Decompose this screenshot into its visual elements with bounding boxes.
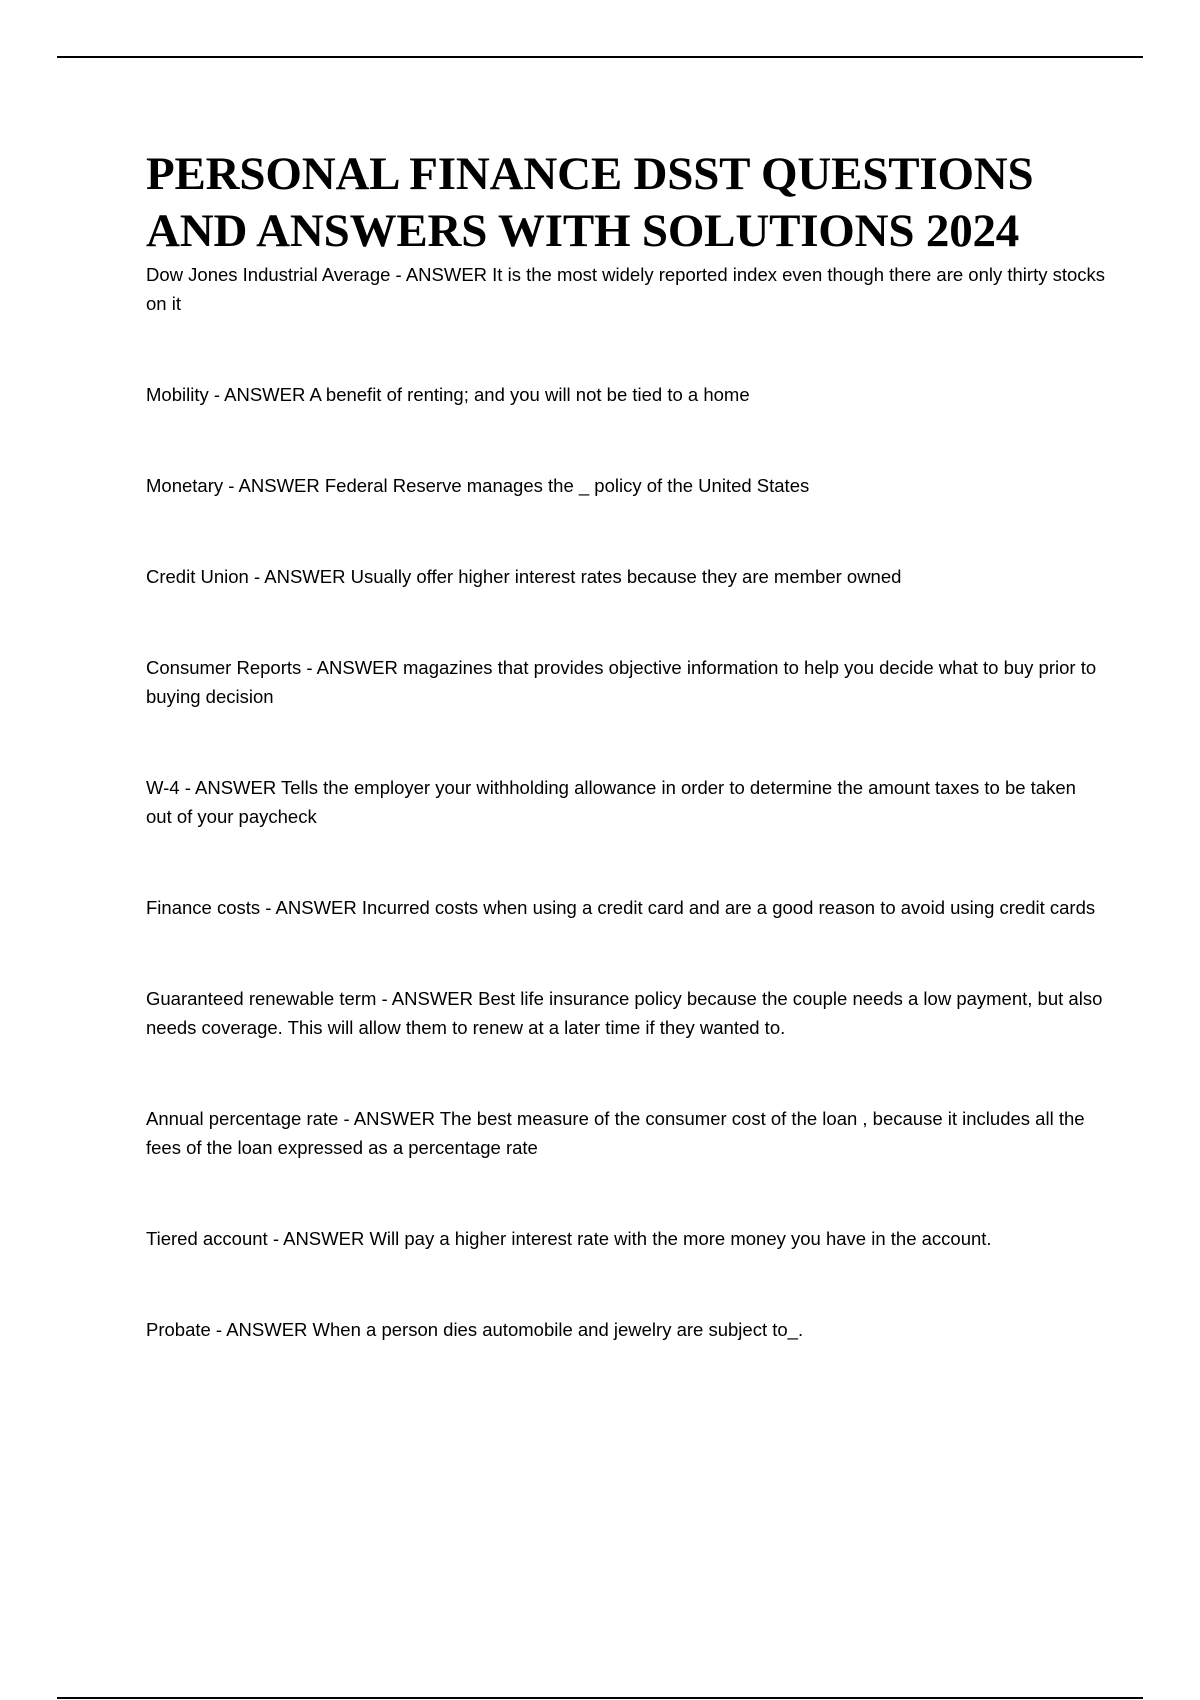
document-title: PERSONAL FINANCE DSST QUESTIONS AND ANSWERS WITH SOLUTIONS 2024 xyxy=(146,148,1034,257)
qa-item: Credit Union - ANSWER Usually offer higher interest rates because they are member owned xyxy=(146,566,902,587)
qa-item: Guaranteed renewable term - ANSWER Best life insurance policy because the couple needs a low payment, but also needs coverage. This will allow them to renew at a later time if they wanted to. xyxy=(146,988,1103,1038)
qa-item: W-4 - ANSWER Tells the employer your withholding allowance in order to determine the amount taxes to be taken out of your paycheck xyxy=(146,777,1076,827)
qa-item: Dow Jones Industrial Average - ANSWER It is the most widely reported index even though there are only thirty stocks on it xyxy=(146,264,1106,314)
bottom-rule xyxy=(57,1697,1143,1699)
qa-item: Monetary - ANSWER Federal Reserve manages the _ policy of the United States xyxy=(146,475,810,496)
qa-list xyxy=(146,260,1106,1344)
top-rule xyxy=(57,56,1143,58)
qa-item: Finance costs - ANSWER Incurred costs when using a credit card and are a good reason to avoid using credit cards xyxy=(146,897,1096,918)
qa-item: Tiered account - ANSWER Will pay a higher interest rate with the more money you have in the account. xyxy=(146,1228,992,1249)
qa-item: Mobility - ANSWER A benefit of renting; and you will not be tied to a home xyxy=(146,384,750,405)
document-body xyxy=(146,146,1106,1344)
qa-item: Probate - ANSWER When a person dies automobile and jewelry are subject to_. xyxy=(146,1319,804,1340)
qa-item: Consumer Reports - ANSWER magazines that provides objective information to help you decide what to buy prior to buying decision xyxy=(146,657,1097,707)
qa-item: Annual percentage rate - ANSWER The best measure of the consumer cost of the loan , because it includes all the fees of the loan expressed as a percentage rate xyxy=(146,1108,1085,1158)
